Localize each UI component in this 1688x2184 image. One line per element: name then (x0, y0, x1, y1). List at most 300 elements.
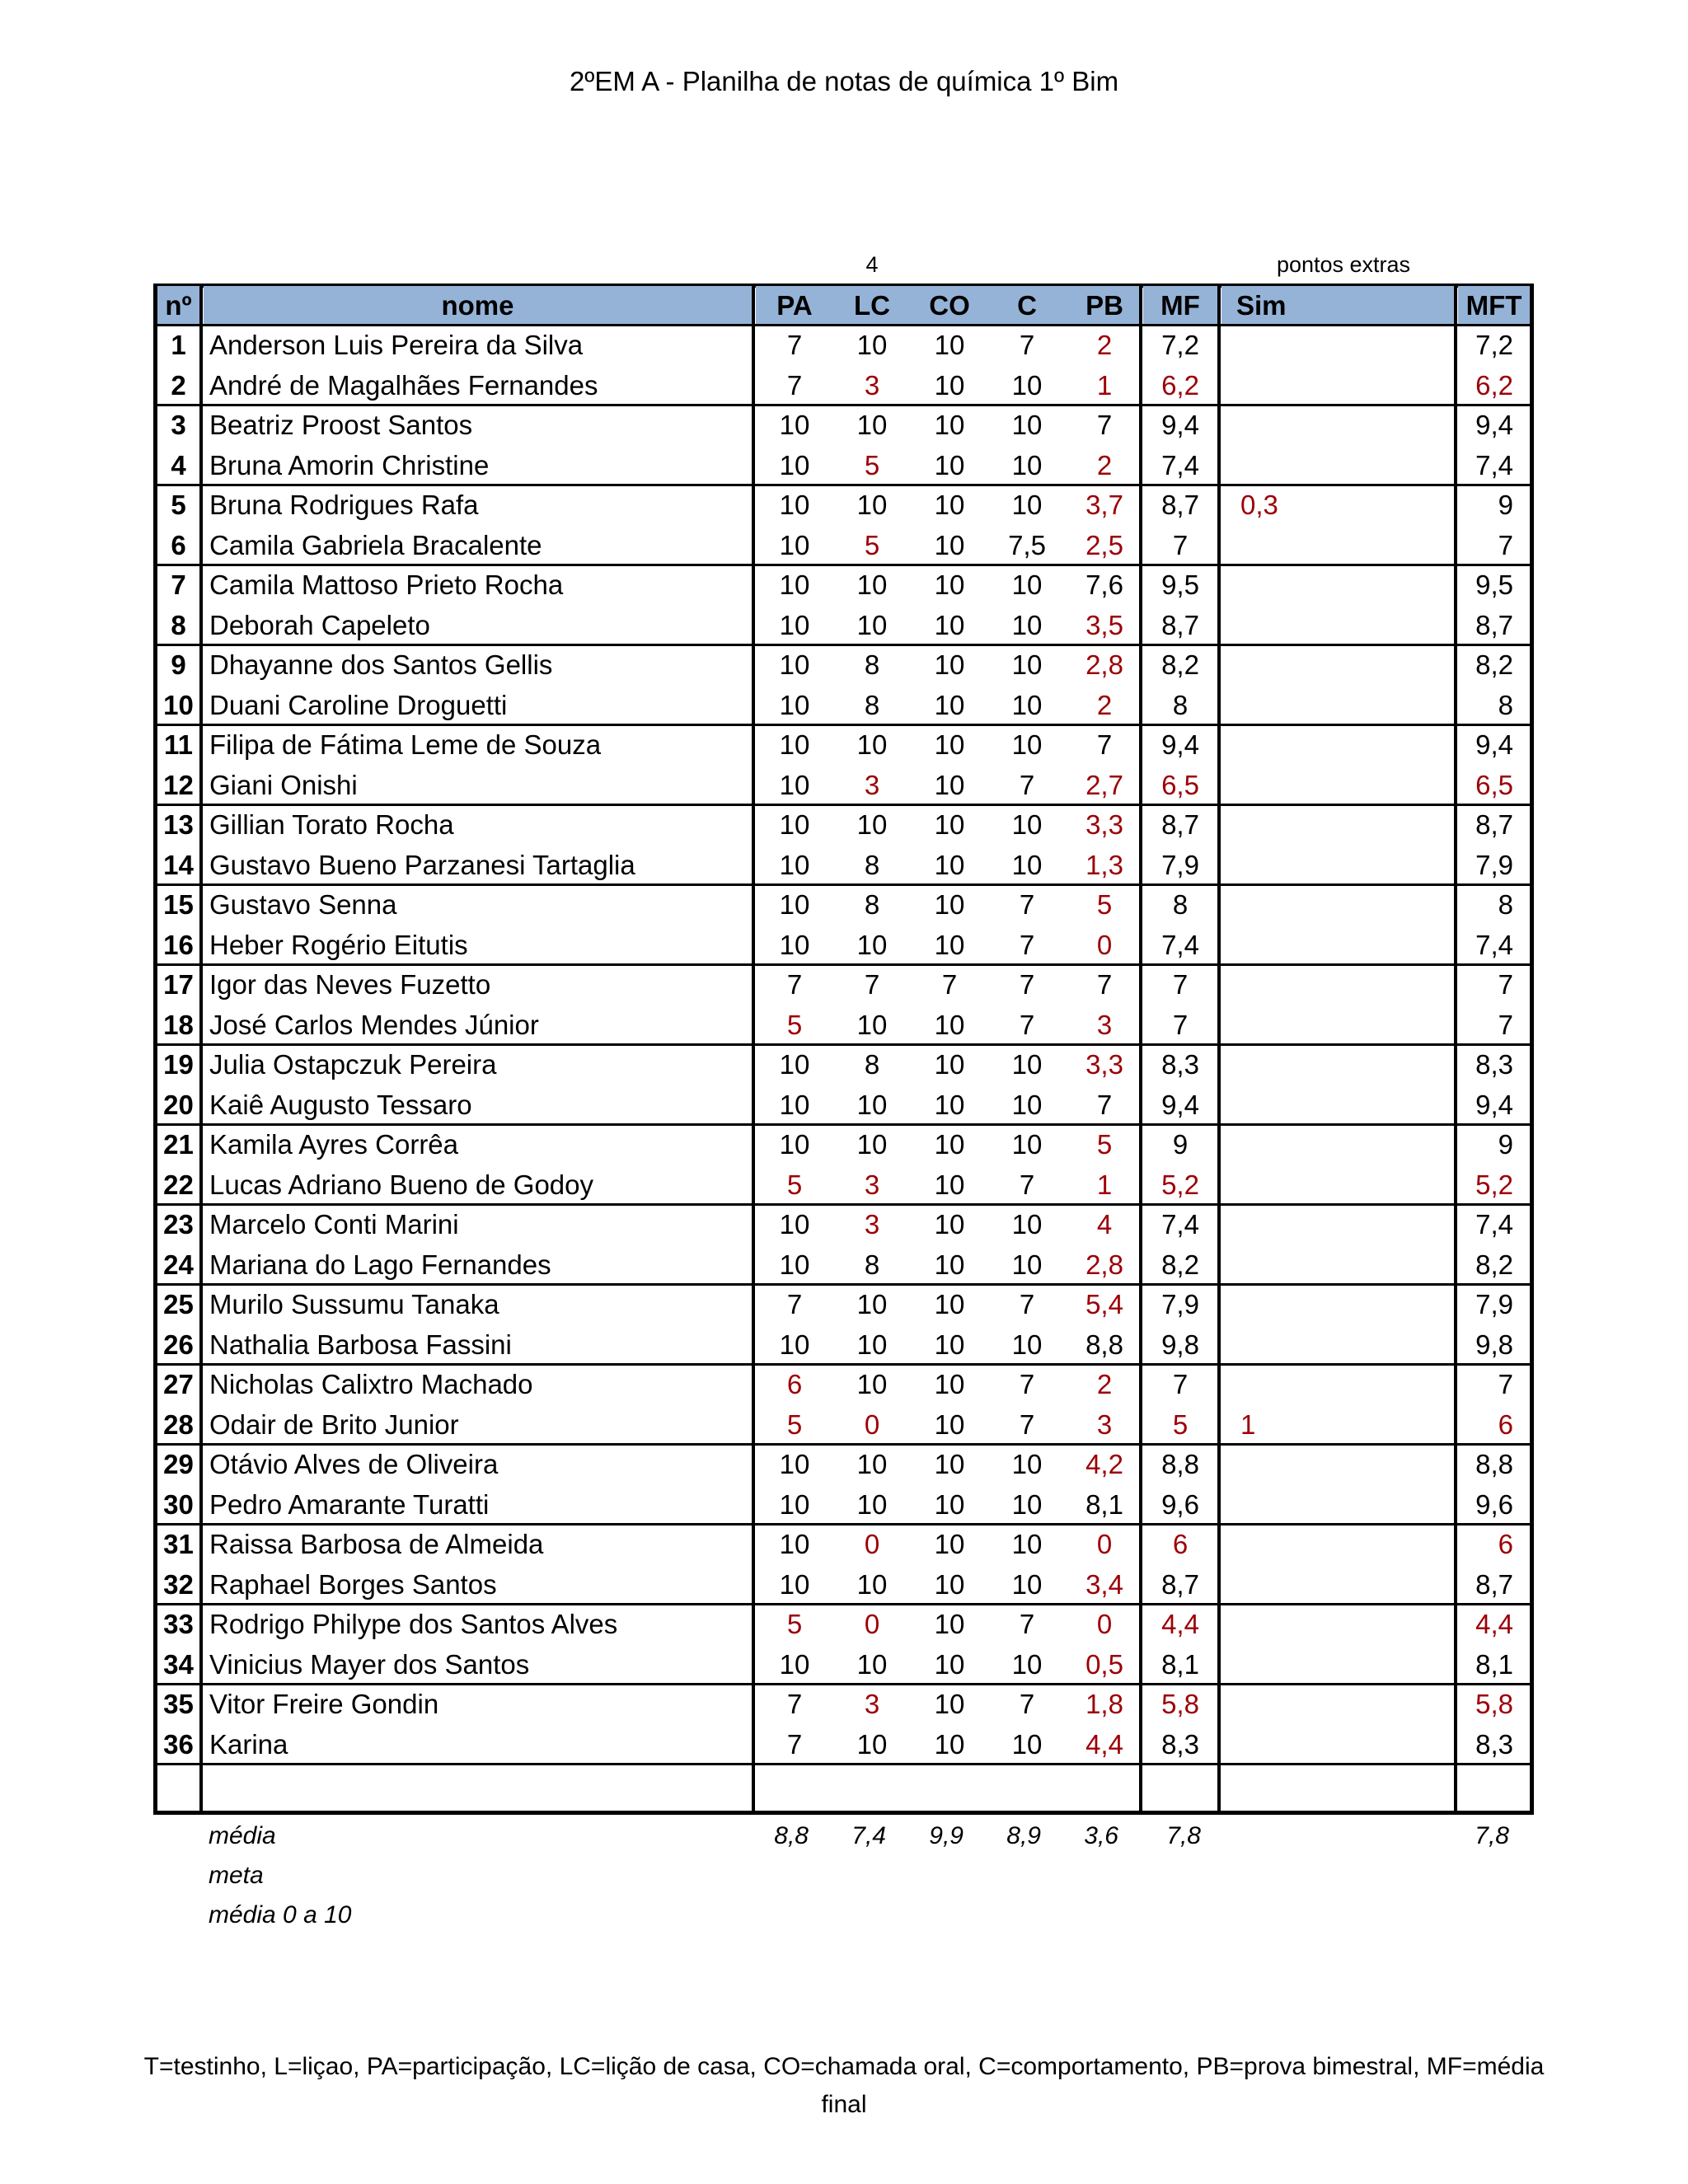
cell-lc: 10 (856, 1329, 888, 1360)
cell-co: 10 (934, 609, 965, 640)
cell-mf: 8,7 (1161, 1568, 1199, 1600)
cell-pb: 7 (1096, 1089, 1113, 1120)
divider (752, 284, 755, 1815)
cell-nome: Camila Mattoso Prieto Rocha (209, 569, 564, 600)
cell-mft: 7,4 (1475, 449, 1513, 480)
cell-lc: 10 (856, 490, 888, 520)
cell-pb: 2,8 (1085, 1249, 1123, 1280)
cell-co: 10 (934, 529, 965, 560)
cell-pa: 10 (779, 1648, 810, 1680)
cell-sim (1240, 645, 1306, 685)
cell-co: 10 (934, 449, 965, 480)
cell-c: 10 (1011, 609, 1043, 640)
cell-pb: 2,5 (1085, 529, 1123, 560)
cell-n: 32 (163, 1568, 194, 1600)
cell-pa: 10 (779, 769, 810, 800)
cell-pa: 10 (779, 1449, 810, 1479)
cell-co: 10 (934, 569, 965, 600)
cell-sim (1240, 766, 1306, 805)
cell-nome: Bruna Amorin Christine (209, 449, 490, 480)
header-c: C (1017, 290, 1037, 321)
cell-pa: 5 (786, 1609, 803, 1639)
cell-nome: Murilo Sussumu Tanaka (209, 1289, 499, 1319)
cell-pa: 7 (786, 369, 803, 401)
cell-c: 7 (1019, 1289, 1035, 1319)
cell-c: 10 (1011, 1329, 1043, 1360)
cell-n: 30 (163, 1488, 194, 1520)
cell-sim (1240, 1485, 1306, 1525)
cell-co: 10 (934, 1609, 965, 1639)
cell-mft: 5,8 (1475, 1689, 1513, 1719)
cell-pb: 3,4 (1085, 1568, 1123, 1600)
cell-c: 7 (1019, 769, 1035, 800)
cell-pb: 4,2 (1085, 1449, 1123, 1479)
cell-lc: 10 (856, 1369, 888, 1399)
cell-co: 10 (934, 490, 965, 520)
cell-mf: 8,7 (1161, 809, 1199, 840)
cell-n: 12 (163, 769, 194, 800)
cell-n: 27 (163, 1369, 194, 1399)
row-divider (153, 1043, 1534, 1046)
cell-sim (1240, 1525, 1306, 1564)
cell-nome: Gillian Torato Rocha (209, 809, 454, 840)
cell-mf: 8 (1172, 889, 1189, 920)
cell-lc: 10 (856, 1089, 888, 1120)
cell-mf: 8,7 (1161, 609, 1199, 640)
cell-lc: 8 (864, 889, 880, 920)
cell-nome: Duani Caroline Droguetti (209, 689, 508, 720)
cell-co: 10 (934, 1129, 965, 1160)
cell-nome: Lucas Adriano Bueno de Godoy (209, 1169, 594, 1200)
cell-mf: 7,9 (1161, 849, 1199, 880)
cell-mf: 9,4 (1161, 410, 1199, 440)
cell-pb: 7,6 (1085, 569, 1123, 600)
cell-c: 10 (1011, 1209, 1043, 1240)
cell-c: 10 (1011, 809, 1043, 840)
cell-mf: 7,4 (1161, 449, 1199, 480)
cell-pb: 4 (1096, 1209, 1113, 1240)
cell-sim (1240, 686, 1306, 725)
cell-pb: 0 (1096, 929, 1113, 960)
cell-mf: 9 (1172, 1129, 1189, 1160)
cell-mf: 8,3 (1161, 1049, 1199, 1080)
cell-lc: 10 (856, 729, 888, 760)
cell-mf: 8 (1172, 689, 1189, 720)
cell-co: 10 (934, 1329, 965, 1360)
cell-n: 21 (163, 1129, 194, 1160)
cell-pb: 3,3 (1085, 809, 1123, 840)
cell-mf: 7 (1172, 969, 1189, 1000)
cell-nome: Vitor Freire Gondin (209, 1689, 439, 1719)
cell-n: 35 (163, 1689, 194, 1719)
cell-nome: Giani Onishi (209, 769, 358, 800)
cell-pa: 10 (779, 1329, 810, 1360)
cell-co: 10 (934, 1648, 965, 1680)
cell-mft: 8,2 (1475, 1249, 1513, 1280)
cell-co: 10 (934, 1488, 965, 1520)
cell-mft: 6,2 (1475, 369, 1513, 401)
cell-pb: 1 (1096, 1169, 1113, 1200)
cell-co: 10 (934, 889, 965, 920)
cell-sim (1240, 1605, 1306, 1644)
cell-sim (1240, 1285, 1306, 1324)
cell-mft: 9,4 (1475, 729, 1513, 760)
cell-co: 10 (934, 649, 965, 680)
divider (1454, 284, 1457, 1815)
header-pb: PB (1085, 290, 1123, 321)
cell-co: 10 (934, 1529, 965, 1559)
cell-n: 3 (171, 410, 186, 440)
cell-pa: 10 (779, 849, 810, 880)
cell-pa: 10 (779, 1568, 810, 1600)
cell-pa: 10 (779, 1089, 810, 1120)
cell-lc: 7 (864, 969, 880, 1000)
cell-c: 10 (1011, 1449, 1043, 1479)
cell-mft: 6 (1498, 1408, 1513, 1440)
cell-nome: Anderson Luis Pereira da Silva (209, 330, 584, 360)
cell-lc: 3 (864, 1209, 880, 1240)
cell-mf: 7,4 (1161, 1209, 1199, 1240)
cell-lc: 3 (864, 1689, 880, 1719)
cell-n: 15 (163, 889, 194, 920)
cell-nome: André de Magalhães Fernandes (209, 369, 598, 401)
cell-pa: 6 (786, 1369, 803, 1399)
cell-sim (1240, 326, 1306, 365)
cell-pb: 2,7 (1085, 769, 1123, 800)
cell-c: 7 (1019, 929, 1035, 960)
cell-pa: 10 (779, 449, 810, 480)
cell-mft: 8,2 (1475, 649, 1513, 680)
row-divider (153, 1523, 1534, 1526)
cell-co: 10 (934, 1209, 965, 1240)
cell-nome: Gustavo Bueno Parzanesi Tartaglia (209, 849, 635, 880)
cell-sim (1240, 526, 1306, 565)
cell-c: 10 (1011, 1129, 1043, 1160)
cell-pb: 5 (1096, 889, 1113, 920)
cell-mft: 8,7 (1475, 609, 1513, 640)
cell-c: 10 (1011, 729, 1043, 760)
cell-lc: 8 (864, 1249, 880, 1280)
cell-mft: 8 (1498, 689, 1513, 720)
cell-pb: 2,8 (1085, 649, 1123, 680)
cell-co: 10 (934, 1449, 965, 1479)
cell-nome: Marcelo Conti Marini (209, 1209, 459, 1240)
cell-n: 6 (171, 529, 186, 560)
cell-pa: 10 (779, 1129, 810, 1160)
cell-mf: 7 (1172, 1009, 1189, 1040)
cell-lc: 10 (856, 1289, 888, 1319)
cell-co: 10 (934, 1049, 965, 1080)
cell-c: 7 (1019, 1169, 1035, 1200)
row-divider (153, 804, 1534, 806)
cell-nome: Beatriz Proost Santos (209, 410, 473, 440)
cell-mf: 4,4 (1161, 1609, 1199, 1639)
cell-pb: 2 (1096, 689, 1113, 720)
cell-nome: Heber Rogério Eitutis (209, 929, 468, 960)
cell-pb: 2 (1096, 449, 1113, 480)
cell-co: 7 (941, 969, 958, 1000)
cell-nome: Kaiê Augusto Tessaro (209, 1089, 472, 1120)
cell-sim (1240, 565, 1306, 605)
cell-nome: Camila Gabriela Bracalente (209, 529, 542, 560)
cell-n: 8 (171, 609, 186, 640)
cell-mf: 7 (1172, 529, 1189, 560)
cell-nome: Raphael Borges Santos (209, 1568, 497, 1600)
footer-media-mf: 7,8 (1166, 1822, 1201, 1849)
cell-nome: Kamila Ayres Corrêa (209, 1129, 459, 1160)
cell-sim (1240, 725, 1306, 765)
cell-mft: 7 (1498, 529, 1513, 560)
header-num: nº (157, 286, 199, 326)
cell-lc: 0 (864, 1408, 880, 1440)
cell-mf: 5,2 (1161, 1169, 1199, 1200)
cell-lc: 10 (856, 330, 888, 360)
cell-sim (1240, 885, 1306, 925)
cell-mft: 7,4 (1475, 929, 1513, 960)
row-divider (153, 1203, 1534, 1206)
cell-nome: Deborah Capeleto (209, 609, 430, 640)
cell-mf: 8,3 (1161, 1728, 1199, 1760)
row-divider (153, 1443, 1534, 1446)
row-divider (153, 484, 1534, 486)
cell-mft: 9 (1498, 490, 1513, 520)
cell-pb: 0 (1096, 1609, 1113, 1639)
cell-c: 7 (1019, 1369, 1035, 1399)
cell-co: 10 (934, 729, 965, 760)
cell-nome: Gustavo Senna (209, 889, 397, 920)
cell-sim (1240, 606, 1306, 645)
row-divider (153, 963, 1534, 966)
cell-lc: 5 (864, 529, 880, 560)
cell-co: 10 (934, 689, 965, 720)
cell-co: 10 (934, 1169, 965, 1200)
cell-lc: 10 (856, 1728, 888, 1760)
cell-lc: 0 (864, 1609, 880, 1639)
cell-c: 7 (1019, 1609, 1035, 1639)
cell-pb: 7 (1096, 729, 1113, 760)
cell-co: 10 (934, 369, 965, 401)
cell-lc: 10 (856, 1648, 888, 1680)
cell-c: 10 (1011, 649, 1043, 680)
row-divider (153, 1683, 1534, 1685)
footer-media-lc: 7,4 (851, 1822, 886, 1849)
cell-n: 10 (163, 689, 194, 720)
legend-text: T=testinho, L=liçao, PA=participação, LC=lição de casa, CO=chamada oral, C=comportamento, PB=prova bimestral, MF=média final (143, 2053, 1545, 2118)
cell-nome: Dhayanne dos Santos Gellis (209, 649, 553, 680)
cell-n: 20 (163, 1089, 194, 1120)
cell-pb: 1,3 (1085, 849, 1123, 880)
cell-co: 10 (934, 330, 965, 360)
cell-sim (1240, 965, 1306, 1005)
cell-sim (1240, 1205, 1306, 1244)
cell-nome: Odair de Brito Junior (209, 1408, 459, 1440)
cell-mf: 6,5 (1161, 769, 1199, 800)
cell-pb: 5 (1096, 1129, 1113, 1160)
row-divider (153, 324, 1534, 326)
header-mf: MF (1143, 286, 1217, 326)
cell-co: 10 (934, 809, 965, 840)
cell-n: 29 (163, 1449, 194, 1479)
cell-sim (1240, 1005, 1306, 1045)
cell-mf: 6 (1172, 1529, 1189, 1559)
cell-c: 7,5 (1008, 529, 1046, 560)
cell-pb: 7 (1096, 410, 1113, 440)
cell-co: 10 (934, 769, 965, 800)
cell-pa: 10 (779, 1209, 810, 1240)
cell-pb: 0,5 (1085, 1648, 1123, 1680)
cell-nome: Igor das Neves Fuzetto (209, 969, 491, 1000)
cell-pb: 2 (1096, 330, 1113, 360)
header-mft: MFT (1458, 286, 1530, 326)
cell-n: 17 (163, 969, 194, 1000)
cell-co: 10 (934, 1289, 965, 1319)
cell-mf: 8,7 (1161, 490, 1199, 520)
row-divider (153, 1123, 1534, 1126)
cell-nome: Otávio Alves de Oliveira (209, 1449, 499, 1479)
cell-pb: 4,4 (1085, 1728, 1123, 1760)
cell-sim: 0,3 (1240, 490, 1278, 520)
page-title: 2ºEM A - Planilha de notas de química 1º Bim (569, 66, 1119, 96)
cell-nome: Rodrigo Philype dos Santos Alves (209, 1609, 618, 1639)
cell-c: 10 (1011, 1049, 1043, 1080)
cell-nome: Nicholas Calixtro Machado (209, 1369, 533, 1399)
cell-c: 10 (1011, 1089, 1043, 1120)
cell-n: 19 (163, 1049, 194, 1080)
header-lc: LC (854, 290, 890, 321)
cell-pb: 3,5 (1085, 609, 1123, 640)
cell-n: 13 (163, 809, 194, 840)
cell-c: 10 (1011, 1728, 1043, 1760)
row-divider (153, 1363, 1534, 1366)
cell-mft: 9,8 (1475, 1329, 1513, 1360)
divider (1217, 284, 1221, 1815)
cell-n: 4 (171, 449, 186, 480)
cell-lc: 3 (864, 769, 880, 800)
row-divider (153, 564, 1534, 566)
cell-mft: 8,3 (1475, 1049, 1513, 1080)
cell-n: 22 (163, 1169, 194, 1200)
cell-sim (1240, 926, 1306, 965)
cell-n: 11 (164, 729, 193, 760)
cell-sim (1240, 805, 1306, 845)
cell-lc: 3 (864, 369, 880, 401)
cell-lc: 8 (864, 1049, 880, 1080)
cell-mft: 7,2 (1475, 330, 1513, 360)
cell-lc: 10 (856, 929, 888, 960)
cell-mf: 5 (1172, 1408, 1189, 1440)
cell-c: 7 (1019, 969, 1035, 1000)
extra-points-label: pontos extras (1276, 252, 1411, 277)
cell-c: 10 (1011, 1568, 1043, 1600)
cell-mf: 6,2 (1161, 369, 1199, 401)
cell-nome: Nathalia Barbosa Fassini (209, 1329, 512, 1360)
cell-pb: 3,7 (1085, 490, 1123, 520)
footer-media-label: média (209, 1822, 276, 1849)
cell-mft: 7 (1498, 1009, 1513, 1040)
cell-sim (1240, 1365, 1306, 1404)
cell-pa: 7 (786, 330, 803, 360)
cell-mft: 8 (1498, 889, 1513, 920)
cell-lc: 8 (864, 849, 880, 880)
cell-pa: 7 (786, 1289, 803, 1319)
row-divider (153, 883, 1534, 886)
row-divider (153, 1763, 1534, 1765)
row-divider (153, 1603, 1534, 1605)
cell-c: 10 (1011, 1648, 1043, 1680)
cell-mf: 9,4 (1161, 1089, 1199, 1120)
cell-co: 10 (934, 1009, 965, 1040)
cell-sim (1240, 1325, 1306, 1365)
cell-co: 10 (934, 1089, 965, 1120)
cell-sim (1240, 366, 1306, 405)
cell-c: 7 (1019, 1009, 1035, 1040)
cell-n: 2 (171, 369, 186, 401)
cell-c: 10 (1011, 410, 1043, 440)
cell-mft: 9,4 (1475, 410, 1513, 440)
row-divider (153, 644, 1534, 646)
cell-pa: 10 (779, 689, 810, 720)
footer-media010-label: média 0 a 10 (209, 1901, 352, 1929)
cell-mft: 7,9 (1475, 849, 1513, 880)
cell-n: 5 (171, 490, 186, 520)
cell-sim (1240, 1045, 1306, 1085)
cell-co: 10 (934, 1408, 965, 1440)
cell-lc: 10 (856, 410, 888, 440)
cell-pa: 10 (779, 490, 810, 520)
footer-meta-label: meta (209, 1862, 264, 1889)
header-sim: Sim (1221, 286, 1454, 326)
cell-lc: 10 (856, 809, 888, 840)
cell-mft: 8,7 (1475, 1568, 1513, 1600)
cell-pa: 10 (779, 929, 810, 960)
cell-n: 1 (171, 330, 186, 360)
cell-pb: 3 (1096, 1408, 1113, 1440)
cell-lc: 10 (856, 609, 888, 640)
header-co: CO (929, 290, 970, 321)
cell-mft: 9,4 (1475, 1089, 1513, 1120)
cell-pa: 5 (786, 1009, 803, 1040)
cell-pa: 10 (779, 649, 810, 680)
cell-lc: 10 (856, 1568, 888, 1600)
cell-nome: Karina (209, 1728, 288, 1760)
cell-mf: 9,5 (1161, 569, 1199, 600)
cell-pb: 3,3 (1085, 1049, 1123, 1080)
cell-pb: 5,4 (1085, 1289, 1123, 1319)
cell-mf: 7,9 (1161, 1289, 1199, 1319)
cell-mf: 7 (1172, 1369, 1189, 1399)
cell-lc: 10 (856, 1488, 888, 1520)
cell-mft: 6,5 (1475, 769, 1513, 800)
cell-pa: 10 (779, 529, 810, 560)
cell-mft: 4,4 (1475, 1609, 1513, 1639)
cell-n: 34 (163, 1648, 194, 1680)
cell-lc: 5 (864, 449, 880, 480)
lc-weight-label: 4 (865, 252, 879, 277)
cell-sim (1240, 1085, 1306, 1125)
cell-n: 24 (163, 1249, 194, 1280)
cell-lc: 10 (856, 1449, 888, 1479)
row-divider (153, 404, 1534, 406)
cell-pa: 7 (786, 1728, 803, 1760)
cell-mft: 7,4 (1475, 1209, 1513, 1240)
cell-mf: 8,1 (1161, 1648, 1199, 1680)
cell-co: 10 (934, 1689, 965, 1719)
cell-pb: 3 (1096, 1009, 1113, 1040)
cell-nome: Julia Ostapczuk Pereira (209, 1049, 497, 1080)
cell-mf: 9,6 (1161, 1488, 1199, 1520)
row-divider (153, 1283, 1534, 1286)
footer-media-pa: 8,8 (774, 1822, 809, 1849)
